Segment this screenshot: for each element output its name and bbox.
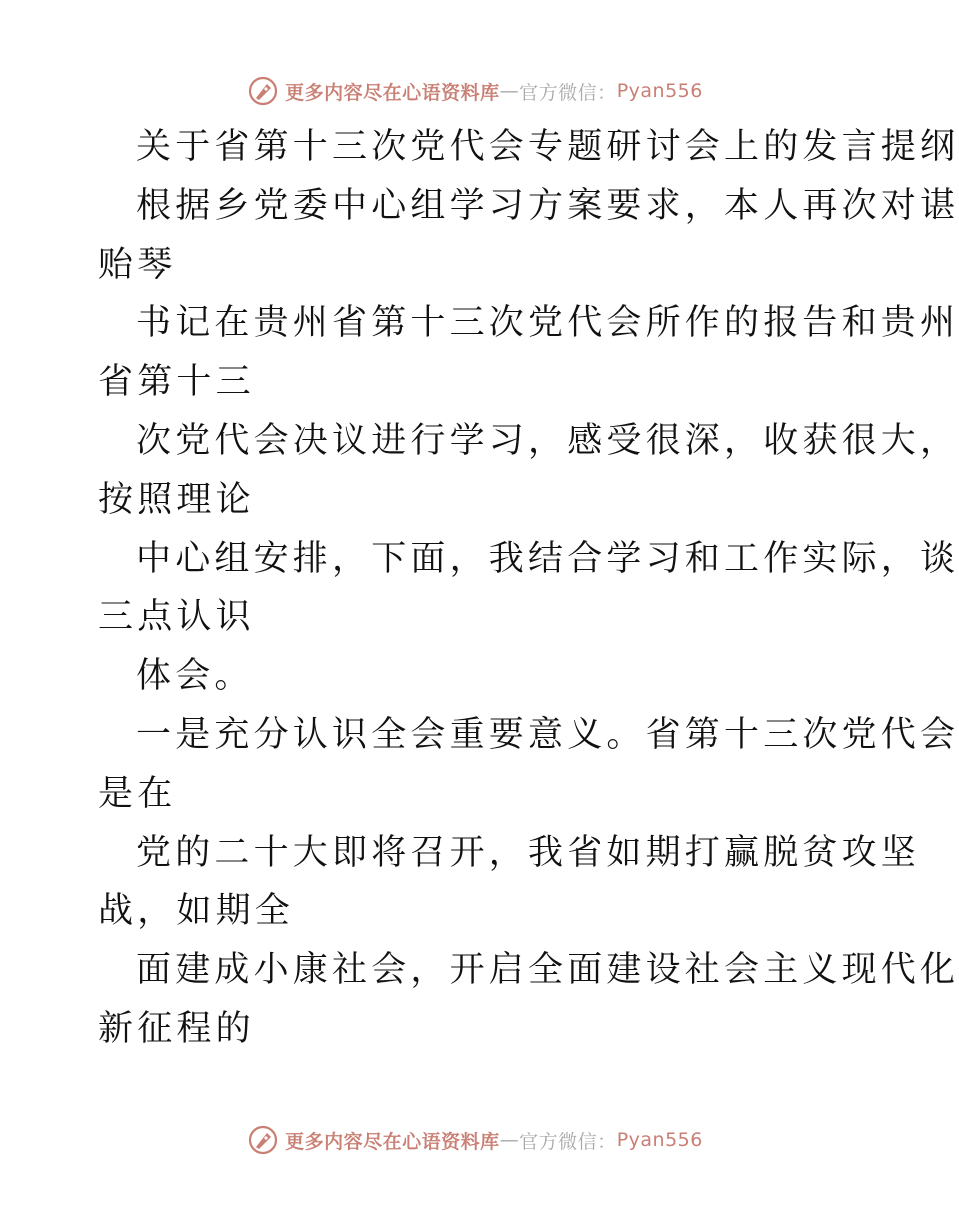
- paragraph-line: 面建成小康社会，开启全面建设社会主义现代化: [136, 950, 959, 991]
- watermark-footer: [0, 1123, 950, 1157]
- watermark-wechat-label: 官方微信：: [519, 1130, 617, 1153]
- paragraph-line: 战，如期全: [98, 891, 295, 932]
- paragraph-line: 次党代会决议进行学习，感受很深，收获很大，: [136, 420, 959, 461]
- watermark-title: 更多内容尽在心语资料库: [285, 1130, 500, 1153]
- watermark-header: [0, 74, 950, 108]
- watermark-wechat-label: 官方微信：: [519, 81, 617, 104]
- watermark-separator: —: [499, 1129, 520, 1151]
- pen-nib-logo-icon: [247, 75, 279, 107]
- paragraph-line: 省第十三: [98, 362, 255, 403]
- document-body: [98, 118, 959, 1059]
- paragraph-line: 中心组安排，下面，我结合学习和工作实际，谈: [136, 538, 959, 579]
- paragraph-line: 是在: [98, 773, 177, 814]
- paragraph-line: 书记在贵州省第十三次党代会所作的报告和贵州: [136, 303, 959, 344]
- watermark-wechat-id: Pyan556: [616, 1129, 703, 1151]
- paragraph-line: 体会。: [136, 656, 254, 697]
- paragraph-line: 党的二十大即将召开，我省如期打赢脱贫攻坚: [136, 832, 921, 873]
- paragraph-line: 按照理论: [98, 479, 255, 520]
- watermark-separator: —: [499, 80, 520, 102]
- watermark-wechat-id: Pyan556: [616, 80, 703, 102]
- paragraph-line: 贻琴: [98, 244, 177, 285]
- document-title: 关于省第十三次党代会专题研讨会上的发言提纲: [136, 127, 959, 167]
- pen-nib-logo-icon: [247, 1124, 279, 1156]
- paragraph-line: 三点认识: [98, 597, 255, 638]
- paragraph-line: 新征程的: [98, 1008, 255, 1049]
- paragraph-line: 一是充分认识全会重要意义。省第十三次党代会: [136, 714, 959, 755]
- paragraph-line: 根据乡党委中心组学习方案要求，本人再次对谌: [136, 185, 959, 226]
- watermark-title: 更多内容尽在心语资料库: [285, 81, 500, 104]
